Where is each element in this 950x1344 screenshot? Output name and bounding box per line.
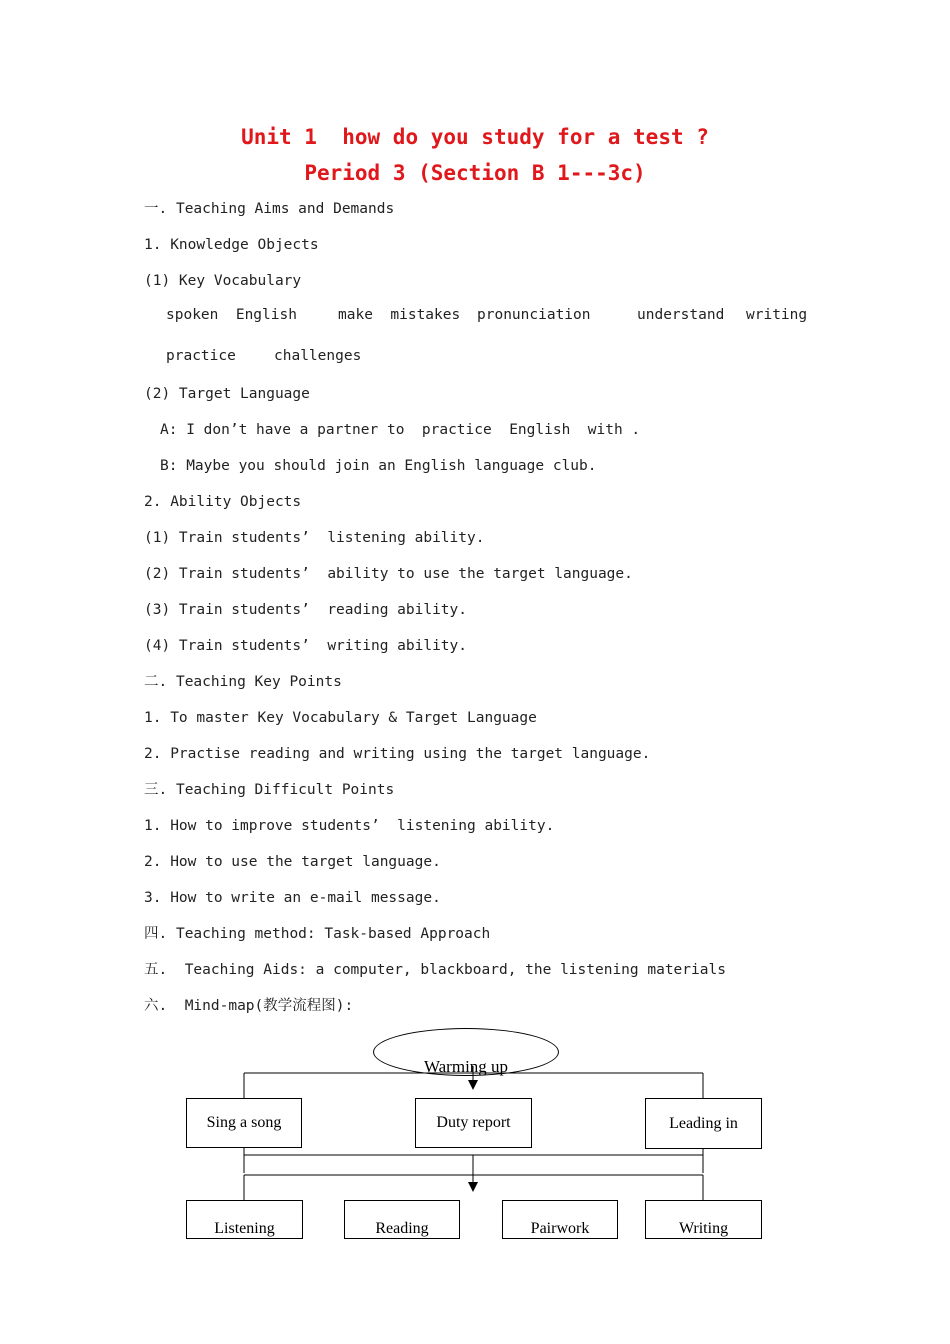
- section-3-heading: 三. Teaching Difficult Points: [144, 782, 395, 798]
- ability-item: (3) Train students’ reading ability.: [144, 602, 468, 618]
- section-1-heading: 一. Teaching Aims and Demands: [144, 201, 395, 217]
- vocab-item: make mistakes: [338, 307, 461, 323]
- section-6-heading: 六. Mind-map(教学流程图):: [144, 998, 354, 1014]
- title-line-2: Period 3 (Section B 1---3c): [304, 161, 646, 185]
- section-5-heading: 五. Teaching Aids: a computer, blackboard, the listening materials: [144, 962, 726, 978]
- ability-objects: 2. Ability Objects: [144, 494, 302, 510]
- ability-item: (1) Train students’ listening ability.: [144, 530, 485, 546]
- section-4-heading: 四. Teaching method: Task-based Approach: [144, 926, 491, 942]
- mindmap-node-writing: Writing: [645, 1200, 762, 1239]
- vocab-item: challenges: [274, 348, 362, 364]
- vocab-item: spoken English: [166, 307, 297, 323]
- ability-item: (4) Train students’ writing ability.: [144, 638, 468, 654]
- knowledge-objects: 1. Knowledge Objects: [144, 237, 319, 253]
- difficult-point-item: 3. How to write an e-mail message.: [144, 890, 441, 906]
- mindmap-node-pairwork: Pairwork: [502, 1200, 618, 1239]
- mindmap-node-duty-report: Duty report: [415, 1098, 532, 1148]
- vocab-item: pronunciation: [477, 307, 591, 323]
- dialog-line-b: B: Maybe you should join an English language club.: [160, 458, 597, 474]
- dialog-line-a: A: I don’t have a partner to practice English with .: [160, 422, 641, 438]
- vocab-item: practice: [166, 348, 236, 364]
- mindmap-node-listening: Listening: [186, 1200, 303, 1239]
- warming-up-label: Warming up: [423, 1057, 509, 1076]
- mindmap-node-reading: Reading: [344, 1200, 460, 1239]
- key-point-item: 2. Practise reading and writing using the target language.: [144, 746, 651, 762]
- key-vocabulary-heading: (1) Key Vocabulary: [144, 273, 302, 289]
- section-2-heading: 二. Teaching Key Points: [144, 674, 342, 690]
- key-point-item: 1. To master Key Vocabulary & Target Language: [144, 710, 537, 726]
- title-line-1: Unit 1 how do you study for a test ?: [241, 125, 709, 149]
- mindmap-node-leading-in: Leading in: [645, 1098, 762, 1149]
- mindmap-node-sing-a-song: Sing a song: [186, 1098, 302, 1148]
- ability-item: (2) Train students’ ability to use the target language.: [144, 566, 633, 582]
- vocab-item: understand: [637, 307, 725, 323]
- target-language-heading: (2) Target Language: [144, 386, 310, 402]
- vocab-item: writing: [746, 307, 808, 323]
- difficult-point-item: 1. How to improve students’ listening ability.: [144, 818, 555, 834]
- difficult-point-item: 2. How to use the target language.: [144, 854, 441, 870]
